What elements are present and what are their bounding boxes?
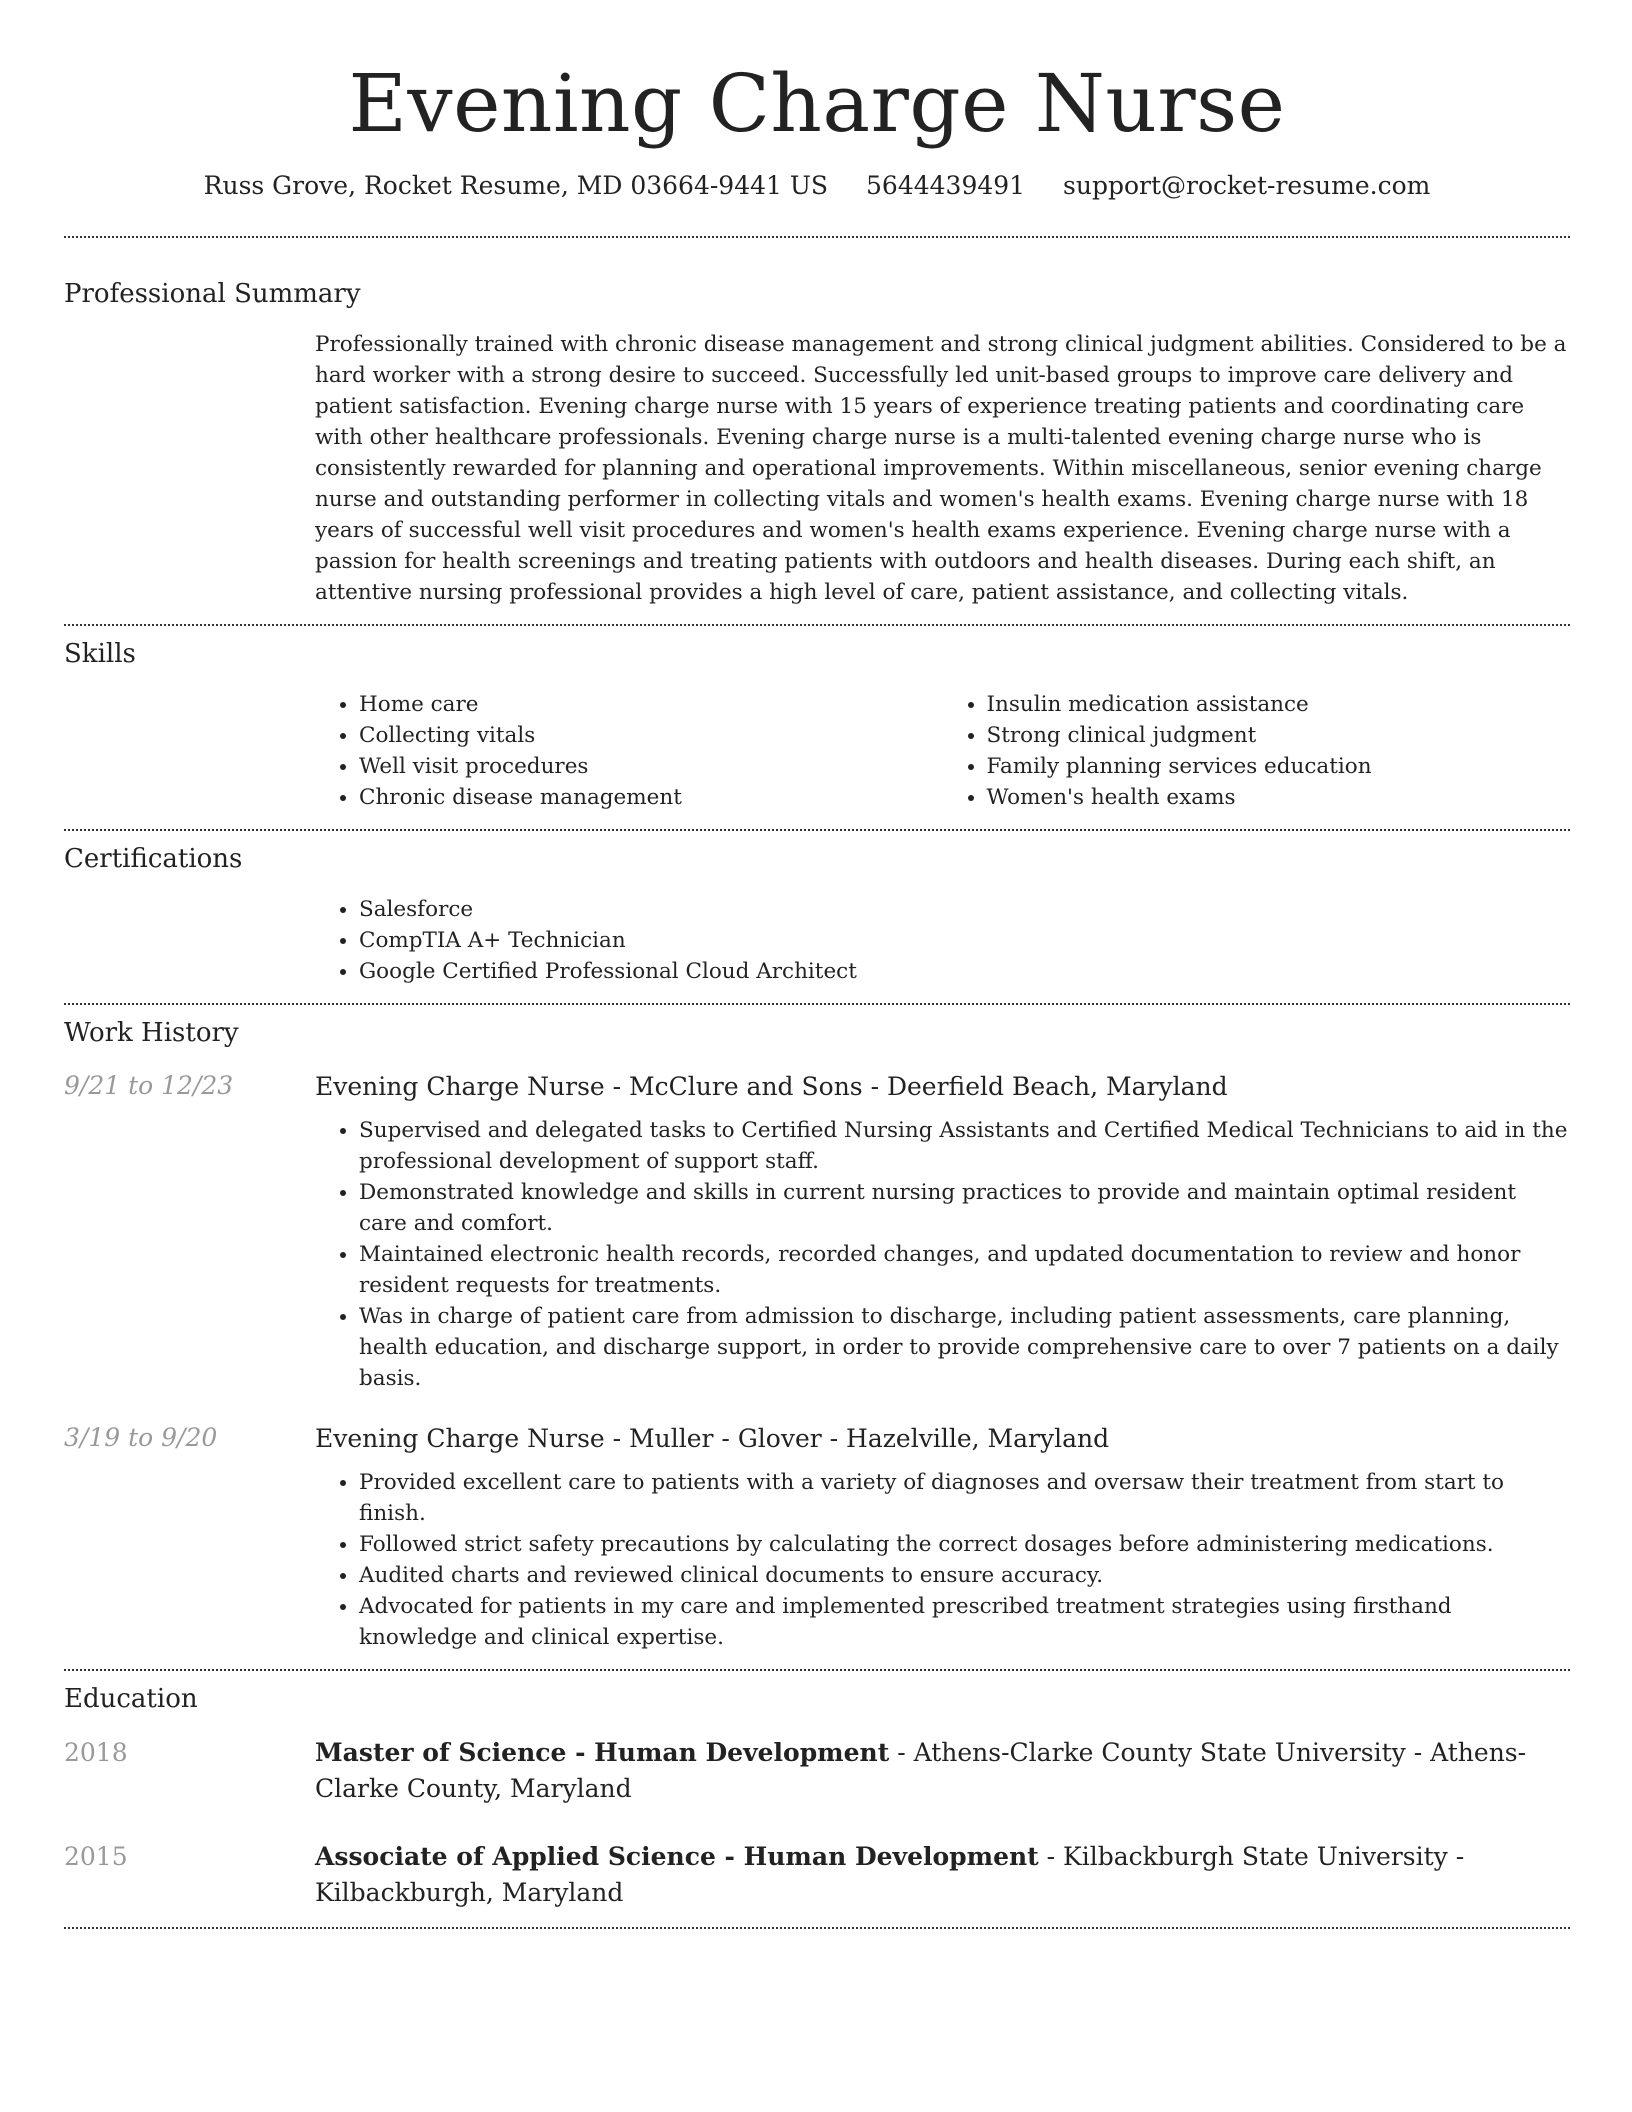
job-bullet: • Followed strict safety precautions by calculating the correct dosages before administering medications. — [359, 1529, 1570, 1560]
skills-section — [64, 637, 1570, 813]
job-title: Evening Charge Nurse - Muller - Glover - Hazelville, Maryland — [315, 1424, 1110, 1453]
certification-item: • Google Certified Professional Cloud Architect — [359, 956, 1570, 987]
work-section — [64, 1016, 1570, 1653]
job-bullet: • Provided excellent care to patients with a variety of diagnoses and oversaw their treatment from start to finish. — [359, 1467, 1570, 1529]
job-dates: 3/19 to 9/20 — [64, 1423, 218, 1452]
education-degree: Associate of Applied Science - Human Development — [315, 1842, 1039, 1871]
education-title — [315, 1839, 1570, 1911]
divider — [64, 1927, 1570, 1929]
contact-address: Russ Grove, Rocket Resume, MD 03664-9441 US — [203, 171, 829, 200]
divider — [64, 829, 1570, 831]
job-bullet: • Demonstrated knowledge and skills in current nursing practices to provide and maintain optimal resident care and comfort. — [359, 1177, 1570, 1239]
divider — [64, 236, 1570, 238]
certification-item: • Salesforce — [359, 894, 1570, 925]
work-heading: Work History — [64, 1018, 239, 1048]
resume-title: Evening Charge Nurse — [348, 57, 1286, 150]
summary-section — [64, 277, 1570, 608]
job-entry — [64, 1069, 1570, 1394]
education-entry — [64, 1839, 1570, 1911]
skill-item: • Home care — [359, 689, 943, 720]
certification-item: • CompTIA A+ Technician — [359, 925, 1570, 956]
skill-item: • Family planning services education — [987, 751, 1571, 782]
education-entry — [64, 1735, 1570, 1807]
job-bullet: • Was in charge of patient care from admission to discharge, including patient assessments, care planning, health education, and discharge support, in order to provide comprehensive care to over 7 patients on a daily basis. — [359, 1301, 1570, 1394]
contact-line — [64, 170, 1570, 202]
education-title — [315, 1735, 1570, 1807]
skill-item: • Insulin medication assistance — [987, 689, 1571, 720]
divider — [64, 1003, 1570, 1005]
skill-item: • Chronic disease management — [359, 782, 943, 813]
job-bullets — [315, 1467, 1570, 1653]
divider — [64, 624, 1570, 626]
skill-item: • Collecting vitals — [359, 720, 943, 751]
job-body — [315, 1421, 1570, 1653]
education-school: - Kilbackburgh State University - Kilbackburgh, Maryland — [315, 1842, 1465, 1907]
resume-page — [64, 0, 1570, 1929]
skill-item: • Women's health exams — [987, 782, 1571, 813]
job-body — [315, 1069, 1570, 1394]
education-section — [64, 1682, 1570, 1911]
skills-column-left — [315, 689, 943, 813]
job-bullets — [315, 1115, 1570, 1394]
skills-heading: Skills — [64, 639, 136, 669]
certifications-list — [315, 894, 1570, 987]
contact-email: support@rocket-resume.com — [1063, 171, 1431, 200]
education-year: 2015 — [64, 1842, 128, 1871]
skill-item: • Strong clinical judgment — [987, 720, 1571, 751]
job-bullet: • Audited charts and reviewed clinical documents to ensure accuracy. — [359, 1560, 1570, 1591]
summary-text: Professionally trained with chronic disease management and strong clinical judgment abilities. Considered to be a hard worker with a strong desire to succeed. Successfully led unit-based groups to improve care delivery and patient satisfaction. Evening charge nurse with 15 years of experience treating patients and coordinating care with other healthcare professionals. Evening charge nurse is a multi-talented evening charge nurse who is consistently rewarded for planning and operational improvements. Within miscellaneous, senior evening charge nurse and outstanding performer in collecting vitals and women's health exams. Evening charge nurse with 18 years of successful well visit procedures and women's health exams experience. Evening charge nurse with a passion for health screenings and treating patients with outdoors and health diseases. During each shift, an attentive nursing professional provides a high level of care, patient assistance, and collecting vitals. — [315, 332, 1567, 605]
skills-list — [315, 689, 1570, 813]
job-bullet: • Advocated for patients in my care and implemented prescribed treatment strategies using firsthand knowledge and clinical expertise. — [359, 1591, 1570, 1653]
job-entry — [64, 1421, 1570, 1653]
certifications-section — [64, 842, 1570, 987]
education-degree: Master of Science - Human Development — [315, 1738, 890, 1767]
certifications-heading: Certifications — [64, 844, 243, 874]
education-school: - Athens-Clarke County State University - Athens-Clarke County, Maryland — [315, 1738, 1527, 1803]
summary-heading: Professional Summary — [64, 279, 361, 309]
job-dates: 9/21 to 12/23 — [64, 1071, 234, 1100]
skills-column-right — [943, 689, 1571, 813]
divider — [64, 1669, 1570, 1671]
job-title: Evening Charge Nurse - McClure and Sons - Deerfield Beach, Maryland — [315, 1072, 1228, 1101]
education-year: 2018 — [64, 1738, 128, 1767]
contact-phone: 5644439491 — [866, 171, 1026, 200]
certifications-ul — [315, 894, 1570, 987]
job-bullet: • Maintained electronic health records, recorded changes, and updated documentation to review and honor resident requests for treatments. — [359, 1239, 1570, 1301]
education-heading: Education — [64, 1684, 198, 1714]
skill-item: • Well visit procedures — [359, 751, 943, 782]
job-bullet: • Supervised and delegated tasks to Certified Nursing Assistants and Certified Medical Technicians to aid in the professional development of support staff. — [359, 1115, 1570, 1177]
